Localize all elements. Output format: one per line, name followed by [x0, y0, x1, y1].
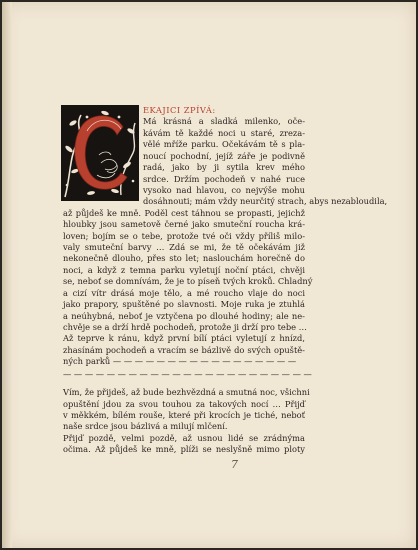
- text-line: kávám tě každé noci u staré, zreza-: [143, 127, 305, 138]
- page-gutter-shadow: [2, 2, 12, 548]
- text-line: a cizí vítr drásá moje tělo, a mé roucho vlaje do noci: [63, 287, 305, 298]
- body-text: [63, 105, 388, 456]
- text-line: hloubky jsou sametově černé jako smuteční roucha krá-: [63, 219, 305, 230]
- text-line: nekonečně dlouho, přes sto let; naslouchám horečně do: [63, 253, 305, 264]
- ornamental-initial-graphic: [61, 105, 139, 201]
- text-line: opuštění jdou za svou touhou za takových nocí … Přijď: [63, 398, 305, 409]
- text-line: a neúhybná, neboť je vztyčena po dlouhé hodiny; ale ne-: [63, 310, 305, 321]
- text-line: v měkkém, bílém rouše, které při krocích je tiché, neboť: [63, 409, 305, 420]
- dash-rule: — — — — — — — — — — — — — — — — — — — — — — —: [63, 368, 312, 379]
- book-page: [2, 2, 416, 548]
- text-line: naše srdce jsou bázlivá a milují mlčení.: [63, 421, 228, 432]
- text-line: srdce. Držím pochodeň v nahé ruce: [143, 173, 305, 184]
- text-line: loven; bojím se o tebe, protože tvé oči vždy příliš milo-: [63, 230, 305, 241]
- text-line: ných parků: [63, 356, 111, 367]
- text-line: dosáhnouti; mám vždy neurčitý strach, abys nezabloudila,: [143, 196, 388, 207]
- text-line: Vím, že přijdeš, až bude bezhvězdná a smutná noc, všichni: [63, 387, 310, 398]
- text-line: chvěje se a drží hrdě pochodeň, protože ji drží pro tebe …: [63, 322, 307, 333]
- text-line: radá, jako by ji sytila krev mého: [143, 162, 305, 173]
- text-line: až půjdeš ke mně. Poděl cest táhnou se propasti, jejichž: [63, 207, 305, 218]
- text-line: se, neboť se domnívám, že je to píseň tvých kroků. Chladný: [63, 276, 313, 287]
- section-heading: EKAJICI ZPÍVÁ:: [143, 105, 216, 115]
- text-line: Přijď pozdě, velmi pozdě, až usnou lidé se zrádnýma: [63, 432, 305, 443]
- page-number: 7: [231, 458, 238, 471]
- text-line-with-dashes: [63, 356, 305, 367]
- text-line: jako prapory, spuštěné po slavnosti. Moje ruka je ztuhlá: [63, 299, 305, 310]
- text-line: Až teprve k ránu, když první bílí ptáci vyletují z hnízd,: [63, 333, 305, 344]
- text-line: noucí pochodní, jejíž záře je podivně: [143, 150, 305, 161]
- dash-rule: — — — — — — — — — — — — — — — — —: [112, 356, 297, 367]
- text-line: noci, a když z temna parku vyletují noční ptáci, chvěji: [63, 264, 305, 275]
- decorative-initial-c: [61, 105, 139, 201]
- paragraph-gap: [63, 380, 305, 387]
- text-line: očima. Až půjdeš ke mně, plíži se neslyšně mimo ploty: [63, 444, 305, 455]
- text-line: valy smuteční barvy … Zdá se mi, že tě očekávám již: [63, 242, 305, 253]
- text-line: zhasínám pochodeň a vracím se bázlivě do svých opuště-: [63, 344, 305, 355]
- text-line: vysoko nad hlavou, co nejvýše mohu: [143, 184, 305, 195]
- text-line: vělé mříže parku. Očekávám tě s pla-: [143, 139, 305, 150]
- text-line: Má krásná a sladká milenko, oče-: [143, 116, 305, 127]
